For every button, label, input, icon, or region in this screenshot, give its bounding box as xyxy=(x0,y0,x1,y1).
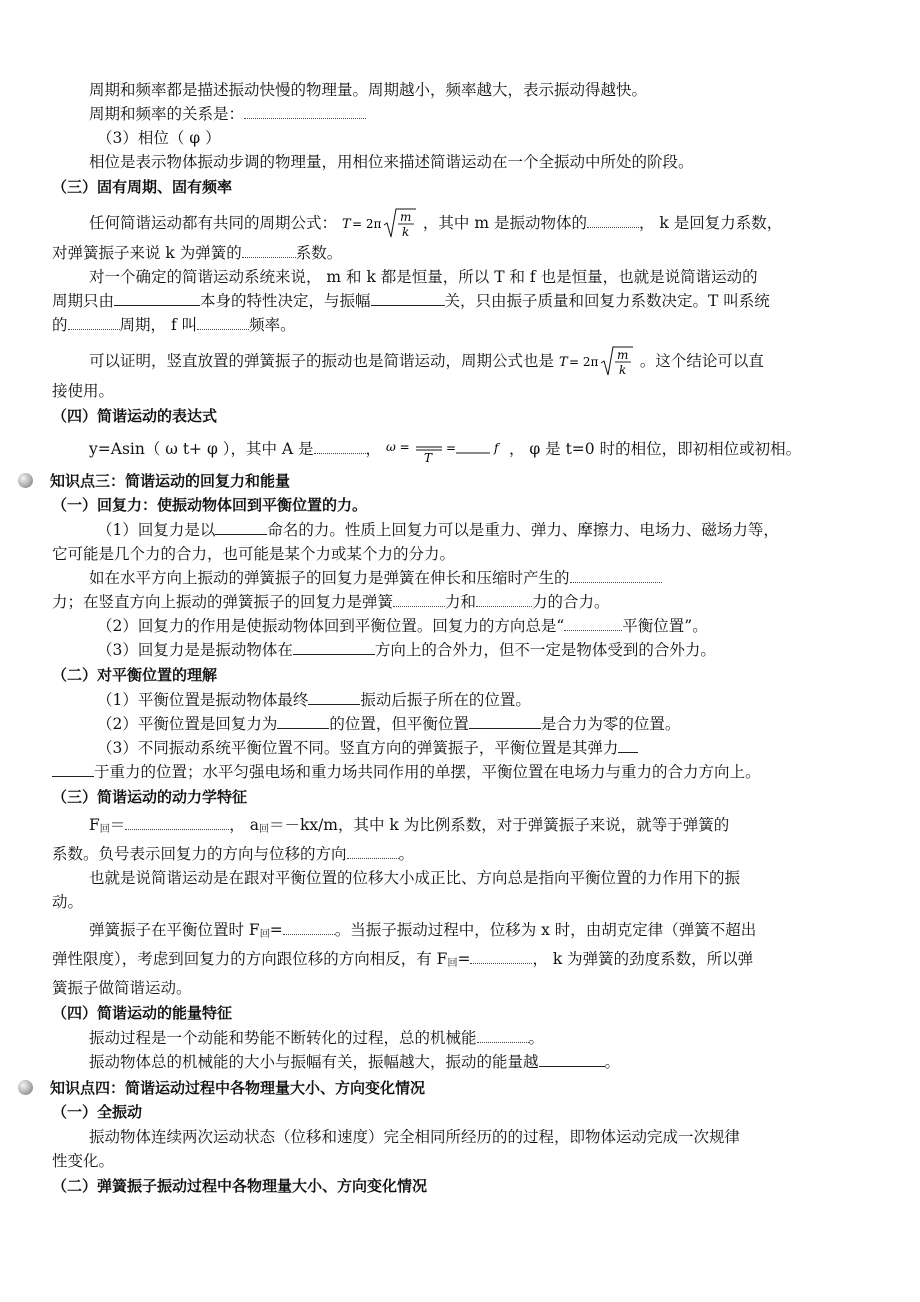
fill-blank[interactable] xyxy=(277,714,329,729)
text-line: （1）回复力是以 命名的力。性质上回复力可以是重力、弹力、摩擦力、电场力、磁场力等， xyxy=(97,521,779,539)
fill-blank[interactable] xyxy=(347,844,399,859)
svg-text:m: m xyxy=(616,348,629,362)
knowledge-point-heading: 知识点四：简谐运动过程中各物理量大小、方向变化情况 xyxy=(14,1076,888,1100)
section-heading: （一）回复力：使振动物体回到平衡位置的力。 xyxy=(52,496,368,514)
text-line: （2）平衡位置是回复力为 的位置，但平衡位置 是合力为零的位置。 xyxy=(97,715,681,733)
svg-text:= 2π: = 2π xyxy=(351,217,382,231)
section-heading: （四）简谐运动的能量特征 xyxy=(52,1004,233,1022)
fill-blank[interactable] xyxy=(293,640,375,655)
text-line: 相位是表示物体振动步调的物理量，用相位来描述简谐运动在一个全振动中所处的阶段。 xyxy=(89,153,694,171)
fill-blank[interactable] xyxy=(618,738,638,753)
text-line: 于重力的位置；水平匀强电场和重力场共同作用的单摆，平衡位置在电场力与重力的合力方向上。 xyxy=(52,760,888,784)
fill-blank[interactable] xyxy=(314,439,366,454)
fill-blank[interactable] xyxy=(570,568,662,583)
text-line: （3）不同振动系统平衡位置不同。竖直方向的弹簧振子，平衡位置是其弹力 xyxy=(52,736,888,760)
text-line: 振动物体连续两次运动状态（位移和速度）完全相同所经历的的过程，即物体运动完成一次规律 xyxy=(89,1128,741,1146)
text-line: 可以证明，竖直放置的弹簧振子的振动也是简谐运动，周期公式也是 T = 2π m k 。这个结论可以直 xyxy=(52,345,888,379)
fill-blank[interactable] xyxy=(477,1028,529,1043)
text-line: 振动物体总的机械能的大小与振幅有关，振幅越大，振动的能量越 。 xyxy=(89,1053,621,1071)
fill-blank[interactable] xyxy=(283,920,335,935)
text-line: （2）回复力的作用是使振动物体回到平衡位置。回复力的方向总是“ 平衡位置”。 xyxy=(97,617,708,635)
text-line: （1）平衡位置是振动物体最终 振动后振子所在的位置。 xyxy=(97,691,531,709)
omega-formula xyxy=(386,435,504,465)
text-line: 任何简谐运动都有共同的周期公式： T = 2π m k ，其中 m 是振动物体的 ， k 是回复力系数， xyxy=(52,207,888,241)
fill-blank[interactable] xyxy=(244,104,366,119)
bullet-icon xyxy=(18,1080,33,1095)
svg-text:ω =: ω = xyxy=(386,440,410,454)
svg-text:T: T xyxy=(424,451,433,465)
svg-text:= 2π: = 2π xyxy=(568,355,599,369)
text-line: 的 周期， f 叫 频率。 xyxy=(52,316,296,334)
period-formula xyxy=(342,207,418,241)
svg-text:k: k xyxy=(401,225,410,239)
svg-text:T: T xyxy=(558,355,568,370)
text-line: 如在水平方向上振动的弹簧振子的回复力是弹簧在伸长和压缩时产生的 xyxy=(52,566,888,590)
section-heading: （三）固有周期、固有频率 xyxy=(52,178,233,196)
text-line: 系数。负号表示回复力的方向与位移的方向 。 xyxy=(52,845,415,863)
text-line: 弹性限度），考虑到回复力的方向跟位移的方向相反，有 $F_回=$ ， k 为弹簧的劲度系数，所以弹 xyxy=(52,950,754,969)
fill-blank[interactable] xyxy=(125,815,229,830)
text-line: 弹簧振子在平衡位置时 $F_回=$ 。当振子振动过程中，位移为 x 时，由胡克定律（弹簧不超出 xyxy=(89,921,757,940)
document-body xyxy=(52,78,888,1199)
section-heading: （二）弹簧振子振动过程中各物理量大小、方向变化情况 xyxy=(52,1177,428,1195)
text-line: 簧振子做简谐运动。 xyxy=(52,979,192,997)
svg-text:=: = xyxy=(446,441,457,455)
fill-blank[interactable] xyxy=(52,762,94,777)
fill-blank[interactable] xyxy=(469,714,541,729)
text-line: （3）回复力是是振动物体在 方向上的合外力，但不一定是物体受到的合外力。 xyxy=(97,641,716,659)
text-line: 它可能是几个力的合力，也可能是某个力或某个力的分力。 xyxy=(52,545,456,563)
section-heading: （一）全振动 xyxy=(52,1103,143,1121)
text-line: 振动过程是一个动能和势能不断转化的过程，总的机械能 。 xyxy=(89,1029,545,1047)
text-line: 也就是说简谐运动是在跟对平衡位置的位移大小成正比、方向总是指向平衡位置的力作用下的振 xyxy=(89,869,741,887)
bullet-icon xyxy=(18,473,33,488)
fill-blank[interactable] xyxy=(470,949,532,964)
text-line: 性变化。 xyxy=(52,1152,115,1170)
fill-blank[interactable] xyxy=(242,243,296,258)
fill-blank[interactable] xyxy=(393,592,445,607)
fill-blank[interactable] xyxy=(114,291,200,306)
svg-text:m: m xyxy=(399,210,412,224)
svg-text:k: k xyxy=(618,363,627,377)
fill-blank[interactable] xyxy=(197,315,249,330)
fill-blank[interactable] xyxy=(476,592,532,607)
fill-blank[interactable] xyxy=(371,291,445,306)
text-line: 周期只由 本身的特性决定，与振幅 关，只由振子质量和回复力系数决定。T 叫系统 xyxy=(52,292,770,310)
fill-blank[interactable] xyxy=(215,520,267,535)
knowledge-point-heading: 知识点三：简谐运动的回复力和能量 xyxy=(14,469,888,493)
section-heading: （二）对平衡位置的理解 xyxy=(52,666,218,684)
text-line: 接使用。 xyxy=(52,382,115,400)
fill-blank[interactable] xyxy=(308,690,360,705)
svg-text:T: T xyxy=(341,217,351,232)
section-heading: （三）简谐运动的动力学特征 xyxy=(52,788,248,806)
section-heading: （四）简谐运动的表达式 xyxy=(52,407,218,425)
text-line: 力；在竖直方向上振动的弹簧振子的回复力是弹簧 力和 力的合力。 xyxy=(52,593,610,611)
fill-blank[interactable] xyxy=(539,1052,605,1067)
text-line: $F_回=$ ， $a_回=-kx/m$，其中 k 为比例系数，对于弹簧振子来说，就等于弹簧的 xyxy=(89,816,730,835)
text-line: 动。 xyxy=(52,893,84,911)
fill-blank[interactable] xyxy=(587,213,639,228)
svg-text:f: f xyxy=(494,441,499,455)
period-formula-vertical xyxy=(559,345,635,379)
text-line: 对弹簧振子来说 k 为弹簧的 系数。 xyxy=(52,244,343,262)
text-line: 周期和频率的关系是： xyxy=(52,102,888,126)
text-line: 对一个确定的简谐运动系统来说， m 和 k 都是恒量，所以 T 和 f 也是恒量，也就是说简谐运动的 xyxy=(89,268,758,286)
fill-blank[interactable] xyxy=(68,315,120,330)
text-line: y=Asin（ ω t+ φ ），其中 A 是 ， ω = T = f ， φ 是 t=0 时的相位，即初相位或初相。 xyxy=(52,434,888,465)
fill-blank[interactable] xyxy=(564,616,622,631)
subheading-phase: （3）相位（ φ ） xyxy=(97,129,221,147)
text-line: 周期和频率都是描述振动快慢的物理量。周期越小，频率越大，表示振动得越快。 xyxy=(89,81,648,99)
